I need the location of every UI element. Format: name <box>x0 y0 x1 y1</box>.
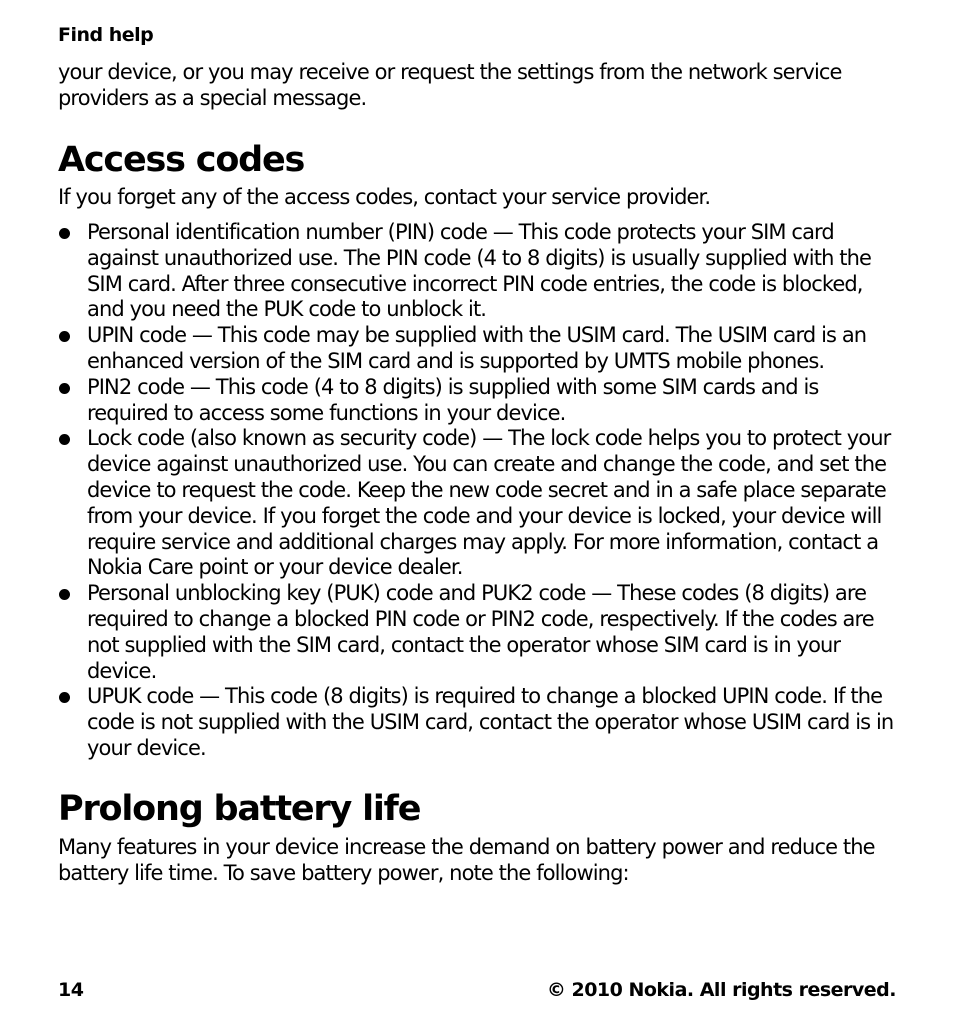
bullet-icon <box>59 692 70 703</box>
list-item-text: PIN2 code — This code (4 to 8 digits) is supplied with some SIM cards and is required to access some functions in your device. <box>87 374 819 425</box>
access-codes-intro: If you forget any of the access codes, contact your service provider. <box>58 185 711 209</box>
running-header: Find help <box>58 24 154 46</box>
list-item-upuk <box>58 684 898 761</box>
bullet-icon <box>59 331 70 342</box>
list-item-text: UPIN code — This code may be supplied with the USIM card. The USIM card is an enhanced version of the SIM card and is supported by UMTS mobile phones. <box>87 323 867 373</box>
continued-paragraph: your device, or you may receive or request the settings from the network service providers as a special message. <box>58 60 842 110</box>
copyright-notice: © 2010 Nokia. All rights reserved. <box>546 979 896 1001</box>
list-item-upin <box>58 323 898 375</box>
list-item-pin <box>58 220 898 323</box>
page-number: 14 <box>58 979 84 1001</box>
manual-page <box>58 0 898 1036</box>
list-item-lock-code <box>58 426 898 581</box>
access-codes-heading: Access codes <box>58 140 305 180</box>
list-item-text: Personal unblocking key (PUK) code and PUK2 code — These codes (8 digits) are required to change a blocked PIN code or PIN2 code, respectively. If the codes are not supplied with the SIM card, contact the operator whose SIM card is in your device. <box>87 581 874 683</box>
bullet-icon <box>59 434 70 445</box>
list-item-text: Lock code (also known as security code) — The lock code helps you to protect your device against unauthorized use. You can create and change the code, and set the device to request the code. Keep the new code secret and in a safe place separate from your device. If you forget the code and your device is locked, your device will require service and additional charges may apply. For more information, contact a Nokia Care point or your device dealer. <box>87 426 891 580</box>
list-item-puk <box>58 581 898 684</box>
list-item-text: Personal identification number (PIN) code — This code protects your SIM card against unauthorized use. The PIN code (4 to 8 digits) is usually supplied with the SIM card. After three consecutive incorrect PIN code entries, the code is blocked, and you need the PUK code to unblock it. <box>87 220 872 322</box>
battery-life-intro: Many features in your device increase the demand on battery power and reduce the battery life time. To save battery power, note the following: <box>58 835 875 885</box>
bullet-icon <box>59 589 70 600</box>
bullet-icon <box>59 228 70 239</box>
bullet-icon <box>59 383 70 394</box>
list-item-text: UPUK code — This code (8 digits) is required to change a blocked UPIN code. If the code is not supplied with the USIM card, contact the operator whose USIM card is in your device. <box>87 684 894 760</box>
battery-life-heading: Prolong battery life <box>58 789 421 829</box>
access-codes-list <box>58 220 898 762</box>
list-item-pin2 <box>58 375 898 427</box>
